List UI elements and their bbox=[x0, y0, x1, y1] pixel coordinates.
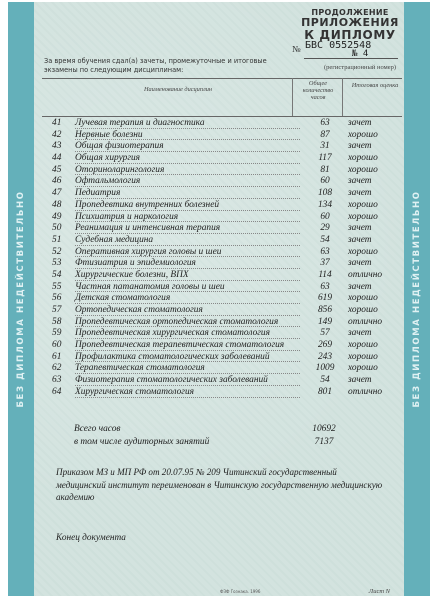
discipline-hours: 31 bbox=[320, 141, 330, 152]
row-number: 44 bbox=[52, 153, 62, 164]
row-number: 56 bbox=[52, 293, 62, 304]
discipline-name: Частная патанатомия головы и шеи bbox=[75, 281, 225, 292]
discipline-grade: зачет bbox=[348, 281, 372, 292]
discipline-hours: 29 bbox=[320, 223, 330, 234]
row-number: 57 bbox=[52, 305, 62, 315]
table-row bbox=[38, 258, 418, 270]
discipline-hours: 108 bbox=[317, 188, 333, 199]
discipline-hours: 63 bbox=[320, 281, 330, 292]
discipline-hours: 269 bbox=[317, 340, 333, 351]
discipline-name: Судебная медицина bbox=[75, 234, 154, 245]
discipline-hours: 856 bbox=[317, 305, 333, 315]
discipline-name: Терапевтическая стоматология bbox=[75, 363, 205, 374]
discipline-grade: хорошо bbox=[348, 164, 378, 175]
discipline-grade: хорошо bbox=[348, 340, 378, 351]
discipline-grade: хорошо bbox=[348, 246, 378, 257]
table-row bbox=[38, 165, 418, 177]
discipline-grade: хорошо bbox=[348, 293, 378, 304]
discipline-grade: отлично bbox=[348, 316, 383, 327]
table-row bbox=[38, 282, 418, 294]
row-number: 63 bbox=[52, 375, 62, 386]
row-number: 60 bbox=[52, 340, 62, 351]
discipline-name: Реанимация и интенсивная терапия bbox=[75, 223, 221, 234]
row-number: 51 bbox=[52, 234, 62, 245]
discipline-hours: 60 bbox=[320, 211, 330, 222]
row-number: 46 bbox=[52, 176, 62, 187]
rename-order-note: Приказом МЗ и МП РФ от 20.07.95 № 209 Читинский государственный медицинский институт переименован в Читинскую государственную медицинскую академию bbox=[56, 467, 383, 502]
discipline-name: Офтальмология bbox=[75, 176, 141, 187]
discipline-hours: 149 bbox=[317, 316, 333, 327]
discipline-grade: хорошо bbox=[348, 351, 378, 362]
row-number: 58 bbox=[52, 316, 62, 327]
discipline-name: Психиатрия и наркология bbox=[75, 211, 179, 222]
table-row bbox=[38, 270, 418, 282]
discipline-name: Детская стоматология bbox=[75, 293, 171, 304]
discipline-hours: 63 bbox=[320, 118, 330, 128]
discipline-name: Пропедевтика внутренних болезней bbox=[75, 199, 220, 210]
discipline-hours: 87 bbox=[320, 129, 330, 140]
registration-number: БВС 0552548 bbox=[305, 40, 372, 51]
discipline-name: Фтизиатрия и эпидемиология bbox=[75, 258, 196, 269]
printer-imprint: ФЗФ Гознака. 1996 bbox=[220, 589, 261, 594]
discipline-name: Нервные болезни bbox=[75, 129, 143, 140]
column-header-grade: Итоговая оценка bbox=[351, 82, 399, 89]
row-number: 55 bbox=[52, 281, 62, 292]
discipline-name: Хирургические болезни, ВПХ bbox=[75, 269, 189, 280]
discipline-grade: хорошо bbox=[348, 199, 378, 210]
discipline-grade: хорошо bbox=[348, 129, 378, 140]
header-continuation: ПРОДОЛЖЕНИЕ bbox=[311, 8, 389, 17]
discipline-grade: зачет bbox=[348, 375, 372, 386]
total-hours-label: Всего часов bbox=[74, 424, 121, 434]
discipline-grade: хорошо bbox=[348, 305, 378, 315]
row-number: 52 bbox=[52, 246, 62, 257]
row-number: 42 bbox=[52, 129, 62, 140]
table-header-rule bbox=[42, 116, 402, 117]
discipline-grade: зачет bbox=[348, 328, 372, 339]
table-row bbox=[38, 141, 418, 153]
discipline-hours: 114 bbox=[318, 269, 332, 280]
discipline-hours: 54 bbox=[320, 234, 330, 245]
table-row bbox=[38, 200, 418, 212]
table-row bbox=[38, 247, 418, 259]
column-divider bbox=[292, 78, 293, 116]
table-row bbox=[38, 387, 418, 399]
row-number: 53 bbox=[52, 258, 62, 269]
intro-text: За время обучения сдал(а) зачеты, промежуточные и итоговые экзамены по следующим дисциплинам: bbox=[44, 57, 267, 74]
discipline-grade: зачет bbox=[348, 234, 372, 245]
row-number: 43 bbox=[52, 141, 62, 152]
discipline-grade: зачет bbox=[348, 258, 372, 269]
discipline-grade: хорошо bbox=[348, 153, 378, 164]
table-row bbox=[38, 305, 418, 317]
discipline-name: Общая хирургия bbox=[75, 153, 141, 164]
discipline-hours: 81 bbox=[320, 164, 330, 175]
row-number: 45 bbox=[52, 164, 62, 175]
right-strip-text: БЕЗ ДИПЛОМА НЕДЕЙСТВИТЕЛЬНО bbox=[412, 190, 422, 408]
column-header-hours: Общее количество часов bbox=[302, 80, 334, 101]
row-number: 59 bbox=[52, 328, 62, 339]
table-row bbox=[38, 188, 418, 200]
row-number: 41 bbox=[52, 118, 62, 128]
discipline-name: Пропедевтическая ортопедическая стоматология bbox=[75, 316, 279, 327]
diploma-appendix-sheet bbox=[8, 2, 430, 596]
table-row bbox=[38, 130, 418, 142]
row-number: 62 bbox=[52, 363, 62, 374]
table-row bbox=[38, 375, 418, 387]
discipline-name: Общая физиотерапия bbox=[75, 141, 164, 152]
total-hours-row bbox=[74, 424, 394, 437]
row-number: 49 bbox=[52, 211, 62, 222]
row-number: 64 bbox=[52, 386, 62, 397]
discipline-hours: 801 bbox=[317, 386, 333, 397]
discipline-grade: хорошо bbox=[348, 211, 378, 222]
discipline-grade: отлично bbox=[348, 269, 383, 280]
discipline-grade: зачет bbox=[348, 141, 372, 152]
left-security-strip bbox=[8, 2, 34, 596]
hours-totals bbox=[74, 424, 394, 450]
table-row bbox=[38, 328, 418, 340]
row-number: 47 bbox=[52, 188, 62, 199]
discipline-name: Ортопедическая стоматология bbox=[75, 305, 203, 315]
discipline-hours: 134 bbox=[317, 199, 333, 210]
discipline-hours: 37 bbox=[320, 258, 330, 269]
row-number: 48 bbox=[52, 199, 62, 210]
table-top-rule bbox=[42, 78, 402, 79]
row-number: 61 bbox=[52, 351, 62, 362]
discipline-hours: 1009 bbox=[315, 363, 335, 374]
discipline-grade: хорошо bbox=[348, 363, 378, 374]
table-row bbox=[38, 212, 418, 224]
table-row bbox=[38, 223, 418, 235]
discipline-hours: 60 bbox=[320, 176, 330, 187]
discipline-name: Педиатрия bbox=[75, 188, 121, 199]
registration-subnumber: № 4 bbox=[352, 49, 369, 59]
discipline-grade: зачет bbox=[348, 118, 372, 128]
header-title-line1: ПРИЛОЖЕНИЯ bbox=[301, 16, 399, 29]
end-of-document: Конец документа bbox=[56, 533, 126, 543]
discipline-grade: зачет bbox=[348, 176, 372, 187]
discipline-hours: 619 bbox=[317, 293, 333, 304]
row-number: 54 bbox=[52, 269, 62, 280]
column-header-name: Наименование дисциплин bbox=[143, 86, 212, 93]
registration-note: (регистрационный номер) bbox=[323, 64, 396, 71]
discipline-name: Физиотерапия стоматологических заболеваний bbox=[75, 375, 268, 386]
discipline-grade: отлично bbox=[348, 386, 383, 397]
sheet-number: Лист N bbox=[368, 588, 390, 595]
table-row bbox=[38, 363, 418, 375]
row-number: 50 bbox=[52, 223, 62, 234]
discipline-hours: 117 bbox=[318, 153, 332, 164]
discipline-name: Оперативная хирургия головы и шеи bbox=[75, 246, 222, 257]
discipline-grade: зачет bbox=[348, 223, 372, 234]
discipline-name: Оториноларингология bbox=[75, 164, 165, 175]
table-row bbox=[38, 235, 418, 247]
table-row bbox=[38, 340, 418, 352]
discipline-hours: 57 bbox=[320, 328, 330, 339]
classroom-hours-row bbox=[74, 437, 394, 450]
left-strip-text: БЕЗ ДИПЛОМА НЕДЕЙСТВИТЕЛЬНО bbox=[16, 190, 26, 408]
discipline-name: Профилактика стоматологических заболеваний bbox=[75, 351, 270, 362]
total-hours-value: 10692 bbox=[312, 424, 336, 434]
table-row bbox=[38, 293, 418, 305]
discipline-name: Пропедевтическая хирургическая стоматология bbox=[75, 328, 270, 339]
header-title-line2: К ДИПЛОМУ bbox=[304, 28, 396, 42]
table-row bbox=[38, 317, 418, 329]
table-row bbox=[38, 153, 418, 165]
number-sign: № bbox=[292, 44, 301, 54]
classroom-hours-value: 7137 bbox=[314, 437, 334, 447]
discipline-name: Хирургическая стоматология bbox=[75, 386, 195, 397]
discipline-hours: 63 bbox=[320, 246, 330, 257]
discipline-hours: 243 bbox=[317, 351, 333, 362]
column-divider bbox=[342, 78, 343, 116]
discipline-name: Лучевая терапия и диагностика bbox=[75, 118, 205, 128]
discipline-hours: 54 bbox=[320, 375, 330, 386]
registration-underline bbox=[304, 58, 398, 59]
table-row bbox=[38, 176, 418, 188]
discipline-grade: зачет bbox=[348, 188, 372, 199]
appendix-header bbox=[294, 8, 406, 42]
table-row bbox=[38, 118, 418, 130]
discipline-name: Пропедевтическая терапевтическая стоматология bbox=[75, 340, 285, 351]
disciplines-table bbox=[38, 118, 418, 399]
classroom-hours-label: в том числе аудиторных занятий bbox=[74, 437, 210, 447]
registration-number-field bbox=[292, 39, 398, 61]
table-row bbox=[38, 352, 418, 364]
